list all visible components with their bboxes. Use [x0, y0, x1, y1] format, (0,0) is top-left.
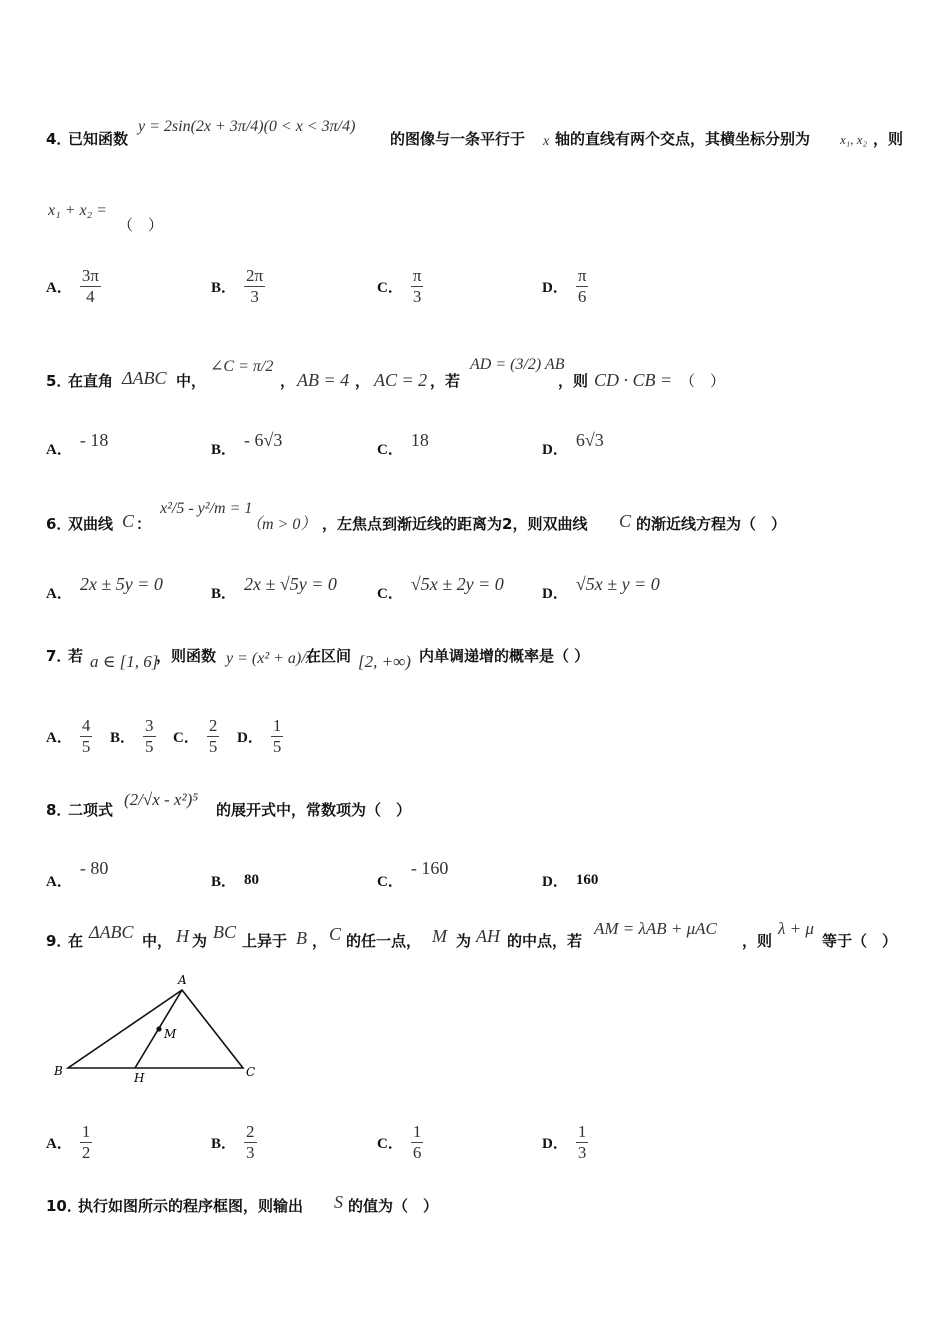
- q4-option-b[interactable]: [211, 266, 265, 306]
- option-fraction: [80, 1122, 93, 1163]
- label-h: H: [134, 1071, 145, 1085]
- option-label: A．: [46, 729, 72, 746]
- option-fraction: [244, 1122, 257, 1163]
- q4-stem-text1: 已知函数: [68, 130, 129, 148]
- q8-option-c[interactable]: [377, 857, 449, 900]
- q5-stem-number: 5．: [46, 372, 72, 390]
- q4-stem-text4: ，则: [873, 130, 904, 148]
- q9-stem-text1: 在: [68, 932, 84, 950]
- option-label: B．: [211, 279, 237, 296]
- option-label: C．: [377, 279, 403, 296]
- fraction-denominator: 3: [250, 286, 259, 306]
- q9-stem-text4: 上异于: [242, 932, 288, 950]
- fraction-denominator: 2: [81, 1142, 91, 1162]
- q9-option-a[interactable]: [46, 1122, 92, 1162]
- fraction-numerator: 2π: [246, 265, 264, 285]
- option-label: D．: [542, 585, 568, 602]
- q7-stem-text2: ，则函数: [156, 647, 217, 665]
- option-value: √5x ± y = 0: [575, 573, 660, 594]
- option-fraction: [271, 716, 284, 757]
- q7-stem-text4: 内单调递增的概率是（ ）: [419, 647, 590, 665]
- q9-sep: ，: [312, 932, 328, 950]
- q9-c: C: [329, 924, 342, 944]
- option-label: D．: [237, 729, 263, 746]
- fraction-denominator: 5: [272, 736, 282, 756]
- label-a: A: [178, 973, 187, 987]
- option-value: - 80: [79, 857, 109, 878]
- option-label: D．: [542, 873, 568, 890]
- q8-option-d[interactable]: [542, 860, 598, 900]
- q4-option-a[interactable]: [46, 266, 101, 306]
- triangle-abc: [68, 990, 243, 1068]
- q8-stem-text1: 二项式: [68, 801, 114, 819]
- q5-sep2: ，: [355, 372, 371, 390]
- q8-expression: (2/√x - x²)⁵: [124, 790, 199, 809]
- fraction-numerator: 3: [145, 715, 154, 735]
- fraction-numerator: 1: [412, 1121, 422, 1141]
- option-label: A．: [46, 873, 72, 890]
- q8-option-b[interactable]: [211, 860, 259, 900]
- option-value: √5x ± 2y = 0: [410, 573, 504, 594]
- q7-stem-text3: 在区间: [306, 647, 352, 665]
- q9-stem-text5: 的任一点，: [346, 932, 422, 950]
- q5-stem-text2: 中，: [176, 372, 207, 390]
- q9-ah: AH: [476, 926, 500, 946]
- q5-options: [0, 428, 950, 468]
- q7-options: [0, 716, 400, 756]
- q5-ac: AC = 2: [374, 370, 428, 390]
- q7-range: a ∈ [1, 6]: [90, 652, 159, 671]
- q6-stem-text1: 双曲线: [68, 515, 114, 533]
- q9-stem-text9: 等于（ ）: [822, 932, 898, 950]
- q5-stem-text1: 在直角: [68, 372, 114, 390]
- option-fraction: [143, 716, 156, 757]
- option-fraction: [576, 1122, 589, 1163]
- q6-option-b[interactable]: [211, 572, 337, 612]
- option-value: 18: [410, 429, 429, 450]
- fraction-numerator: 1: [577, 1121, 587, 1141]
- q6-c2: C: [619, 511, 632, 531]
- q7-option-b[interactable]: [110, 716, 156, 756]
- q7-stem-number: 7．: [46, 647, 72, 665]
- q10-stem-text1: 执行如图所示的程序框图，则输出: [78, 1197, 304, 1215]
- q5-ad: AD = (3/2) AB: [470, 356, 565, 373]
- option-label: D．: [542, 279, 568, 296]
- option-label: A．: [46, 1135, 72, 1152]
- fraction-denominator: 4: [86, 286, 95, 306]
- option-value: - 6√3: [244, 429, 283, 450]
- label-m: M: [164, 1027, 177, 1041]
- q5-stem-text4: ，则: [558, 372, 589, 390]
- q6-equation: x²/5 - y²/m = 1: [160, 500, 253, 517]
- q9-stem-number: 9．: [46, 932, 72, 950]
- q5-ab: AB = 4: [297, 370, 350, 390]
- option-label: C．: [173, 729, 199, 746]
- fraction-numerator: π: [412, 265, 422, 285]
- option-value: - 160: [410, 857, 449, 878]
- q8-stem-text2: 的展开式中，常数项为（ ）: [216, 801, 412, 819]
- option-label: C．: [377, 441, 403, 458]
- q5-option-d[interactable]: [542, 428, 604, 468]
- q7-option-a[interactable]: [46, 716, 92, 756]
- fraction-denominator: 3: [246, 1142, 255, 1162]
- label-b: B: [54, 1064, 63, 1078]
- q7-interval: [2, +∞): [358, 652, 411, 671]
- fraction-numerator: 3π: [81, 265, 99, 285]
- q6-option-d[interactable]: [542, 572, 660, 612]
- q7-option-c[interactable]: [173, 716, 219, 756]
- option-label: B．: [211, 585, 237, 602]
- option-label: B．: [211, 441, 237, 458]
- fraction-numerator: 1: [272, 715, 282, 735]
- q4-option-c[interactable]: [377, 266, 423, 306]
- option-fraction: [576, 266, 589, 307]
- q6-stem-text2: ，左焦点到渐近线的距离为2，则双曲线: [322, 515, 588, 533]
- option-label: B．: [211, 1135, 237, 1152]
- option-label: A．: [46, 279, 72, 296]
- fraction-numerator: 4: [81, 715, 91, 735]
- q4-function: y = 2sin(2x + 3π/4)(0 < x < 3π/4): [138, 118, 356, 135]
- q4-paren: （ ）: [118, 216, 164, 234]
- fraction-denominator: 6: [412, 1142, 422, 1162]
- q9-stem-text6: 为: [456, 932, 472, 950]
- q6-option-c[interactable]: [377, 572, 504, 612]
- fraction-denominator: 5: [145, 736, 154, 756]
- q9-b: B: [296, 928, 307, 948]
- point-m: [156, 1026, 161, 1031]
- q9-stem-text2: 中，: [142, 932, 173, 950]
- q5-option-b[interactable]: [211, 428, 282, 468]
- q7-function: y = (x² + a)/x: [226, 650, 313, 667]
- q9-option-d[interactable]: [542, 1122, 588, 1162]
- option-label: D．: [542, 1135, 568, 1152]
- q9-sum: λ + μ: [778, 919, 814, 938]
- q7-stem-text1: 若: [68, 647, 84, 665]
- fraction-denominator: 5: [81, 736, 91, 756]
- q9-options: [0, 1122, 950, 1162]
- q5-sep1: ，: [280, 372, 296, 390]
- option-value: 6√3: [575, 429, 604, 450]
- q8-option-a[interactable]: [46, 857, 109, 900]
- option-label: B．: [110, 729, 136, 746]
- option-label: C．: [377, 585, 403, 602]
- q9-option-b[interactable]: [211, 1122, 257, 1162]
- fraction-numerator: 2: [246, 1121, 255, 1141]
- q7-option-d[interactable]: [237, 716, 283, 756]
- option-fraction: [411, 266, 424, 307]
- option-label: A．: [46, 441, 72, 458]
- q6-colon: ：: [136, 515, 152, 533]
- fraction-denominator: 3: [577, 1142, 587, 1162]
- triangle-figure: [50, 970, 270, 1090]
- option-value: 2x ± 5y = 0: [79, 573, 163, 594]
- option-value: - 18: [79, 429, 109, 450]
- option-value: 160: [575, 871, 599, 888]
- option-label: A．: [46, 585, 72, 602]
- q9-h: H: [176, 926, 189, 946]
- fraction-numerator: 2: [208, 715, 218, 735]
- q9-stem-text8: ，则: [742, 932, 773, 950]
- q9-stem-text3: 为: [192, 932, 208, 950]
- option-fraction: [80, 266, 101, 307]
- fraction-numerator: 1: [81, 1121, 91, 1141]
- option-label: C．: [377, 1135, 403, 1152]
- q4-var-x: x: [543, 134, 550, 149]
- option-label: B．: [211, 873, 237, 890]
- option-label: D．: [542, 441, 568, 458]
- q9-stem-text7: 的中点，若: [507, 932, 583, 950]
- q5-stem-text3: ，若: [430, 372, 461, 390]
- label-c: C: [246, 1065, 256, 1079]
- option-fraction: [411, 1122, 424, 1163]
- q6-stem-text3: 的渐近线方程为（ ）: [636, 515, 787, 533]
- q6-option-a[interactable]: [46, 572, 163, 612]
- fraction-numerator: π: [577, 265, 587, 285]
- q4-stem-number: 4．: [46, 130, 72, 148]
- option-fraction: [244, 266, 265, 307]
- q9-option-c[interactable]: [377, 1122, 423, 1162]
- q6-options: [0, 572, 950, 612]
- q6-c: C: [122, 511, 135, 531]
- q6-stem-number: 6．: [46, 515, 72, 533]
- fraction-denominator: 3: [412, 286, 422, 306]
- q5-paren: （ ）: [680, 372, 726, 390]
- q10-stem-number: 10．: [46, 1197, 82, 1215]
- q10-s: S: [334, 1192, 343, 1212]
- q4-option-d[interactable]: [542, 266, 588, 306]
- fraction-denominator: 5: [208, 736, 218, 756]
- option-label: C．: [377, 873, 403, 890]
- q5-dot: CD · CB =: [594, 370, 673, 390]
- q4-stem-text3: 轴的直线有两个交点，其横坐标分别为: [555, 130, 811, 148]
- option-value: 2x ± √5y = 0: [244, 573, 337, 594]
- q8-options: [0, 857, 950, 900]
- q6-condition: （m > 0）: [246, 516, 317, 533]
- q4-stem-text2: 的图像与一条平行于: [390, 130, 526, 148]
- q10-stem-text2: 的值为（ ）: [348, 1197, 439, 1215]
- q9-triangle: ΔABC: [89, 922, 134, 942]
- q5-option-a[interactable]: [46, 428, 108, 468]
- q9-am-equation: AM = λAB + μAC: [594, 919, 717, 938]
- q4-sum: x₁ + x₂ =: [48, 202, 107, 219]
- q5-angle: ∠C = π/2: [210, 358, 274, 375]
- q4-options: [0, 266, 950, 306]
- q9-m: M: [432, 926, 447, 946]
- option-value: 80: [244, 871, 260, 888]
- q9-bc: BC: [213, 922, 237, 942]
- q5-triangle: ΔABC: [122, 368, 167, 388]
- q4-vars: x₁, x₂: [840, 132, 868, 147]
- q8-stem-number: 8．: [46, 801, 72, 819]
- q5-option-c[interactable]: [377, 428, 429, 468]
- option-fraction: [80, 716, 93, 757]
- fraction-denominator: 6: [577, 286, 587, 306]
- option-fraction: [207, 716, 220, 757]
